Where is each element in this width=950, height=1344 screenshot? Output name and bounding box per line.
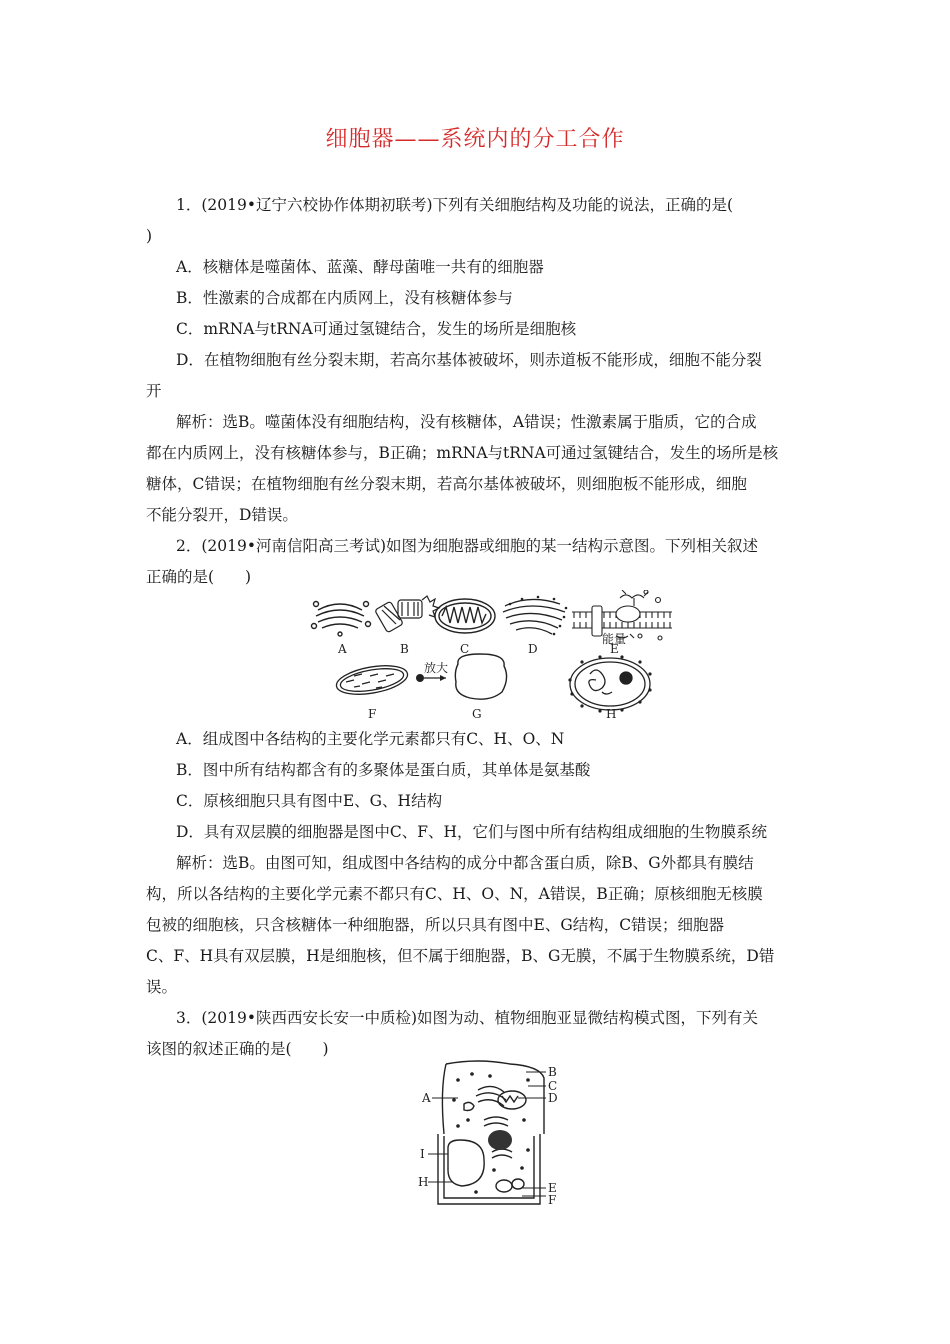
fig-label-d: D bbox=[528, 642, 538, 656]
q1-option-a: A．核糖体是噬菌体、蓝藻、酵母菌唯一共有的细胞器 bbox=[176, 258, 544, 276]
fig3-label-h: H bbox=[418, 1175, 429, 1189]
q2-option-c: C．原核细胞只具有图中E、G、H结构 bbox=[176, 792, 443, 810]
magnify-label: 放大 bbox=[424, 661, 449, 675]
fig-label-a: A bbox=[338, 642, 347, 656]
fig3-label-c: C bbox=[548, 1079, 558, 1093]
q1-analysis-line: 糖体，C错误；在植物细胞有丝分裂末期，若高尔基体被破坏，则细胞板不能形成，细胞 bbox=[146, 475, 747, 493]
q2-analysis-line: 解析：选B。由图可知，组成图中各结构的成分中都含蛋白质，除B、G外都具有膜结 bbox=[176, 854, 754, 872]
fig-label-b: B bbox=[400, 642, 409, 656]
mitochondrion-drawing bbox=[435, 599, 495, 633]
q1-stem-line2: ) bbox=[146, 227, 153, 245]
q1-option-d: D．在植物细胞有丝分裂末期，若高尔基体被破坏，则赤道板不能形成，细胞不能分裂 bbox=[176, 351, 762, 369]
fig3-label-e: E bbox=[548, 1181, 557, 1195]
fig-label-e: E bbox=[610, 642, 619, 656]
q1-option-b: B．性激素的合成都在内质网上，没有核糖体参与 bbox=[176, 289, 513, 307]
cell-outline-drawing bbox=[438, 1061, 544, 1204]
q1-stem-line1: 1．(2019•辽宁六校协作体期初联考)下列有关细胞结构及功能的说法，正确的是( bbox=[176, 196, 734, 214]
fig-label-c: C bbox=[460, 642, 470, 656]
q3-cell-figure bbox=[418, 1060, 568, 1210]
q2-analysis-line: 构，所以各结构的主要化学元素不都只有C、H、O、N，A错误，B正确；原核细胞无核膜 bbox=[146, 885, 763, 903]
q2-analysis-line: 包被的细胞核，只含核糖体一种细胞器，所以只具有图中E、G结构，C错误；细胞器 bbox=[146, 916, 725, 934]
chloroplast-drawing bbox=[334, 661, 409, 699]
fig3-label-b: B bbox=[548, 1065, 557, 1079]
q3-stem-line2: 该图的叙述正确的是( ) bbox=[146, 1040, 329, 1058]
golgi-drawing bbox=[312, 602, 371, 637]
q2-option-b: B．图中所有结构都含有的多聚体是蛋白质，其单体是氨基酸 bbox=[176, 761, 591, 779]
q3-stem-line1: 3．(2019•陕西西安长安一中质检)如图为动、植物细胞亚显微结构模式图，下列有关 bbox=[176, 1009, 759, 1027]
page-title: 细胞器——系统内的分工合作 bbox=[325, 127, 625, 152]
q2-option-d: D．具有双层膜的细胞器是图中C、F、H，它们与图中所有结构组成细胞的生物膜系统 bbox=[176, 823, 768, 841]
q1-analysis-line: 不能分裂开，D错误。 bbox=[146, 506, 298, 524]
nucleus-drawing bbox=[568, 655, 651, 712]
q2-analysis-line: 误。 bbox=[146, 978, 178, 996]
energy-label: 能量 bbox=[602, 632, 627, 646]
fig-label-f: F bbox=[368, 707, 377, 721]
centriole-drawing bbox=[375, 596, 439, 633]
leader-lines-drawing bbox=[428, 1072, 546, 1196]
q1-analysis-line: 都在内质网上，没有核糖体参与，B正确；mRNA与tRNA可通过氢键结合，发生的场所是核 bbox=[146, 444, 779, 462]
fig-label-g: G bbox=[472, 707, 482, 721]
endoplasmic-reticulum-drawing bbox=[503, 596, 567, 636]
q1-analysis-line: 解析：选B。噬菌体没有细胞结构，没有核糖体，A错误；性激素属于脂质，它的合成 bbox=[176, 413, 757, 431]
fig3-label-f: F bbox=[548, 1193, 557, 1207]
q2-analysis-line: C、F、H具有双层膜，H是细胞核，但不属于细胞器，B、G无膜，不属于生物膜系统，D错 bbox=[146, 947, 775, 965]
fig3-label-d: D bbox=[548, 1091, 558, 1105]
q2-organelle-figure bbox=[310, 590, 680, 725]
ribosome-dots-drawing bbox=[452, 1072, 530, 1194]
fig3-label-i: I bbox=[420, 1147, 425, 1161]
q2-stem-line2: 正确的是( ) bbox=[146, 568, 252, 586]
q2-option-a: A．组成图中各结构的主要化学元素都只有C、H、O、N bbox=[176, 730, 565, 748]
fig3-label-a: A bbox=[422, 1091, 431, 1105]
q2-stem-line1: 2．(2019•河南信阳高三考试)如图为细胞器或细胞的某一结构示意图。下列相关叙述 bbox=[176, 537, 759, 555]
q1-option-c: C．mRNA与tRNA可通过氢键结合，发生的场所是细胞核 bbox=[176, 320, 577, 338]
fig-label-h: H bbox=[606, 707, 617, 721]
q1-option-d-cont: 开 bbox=[146, 382, 162, 400]
